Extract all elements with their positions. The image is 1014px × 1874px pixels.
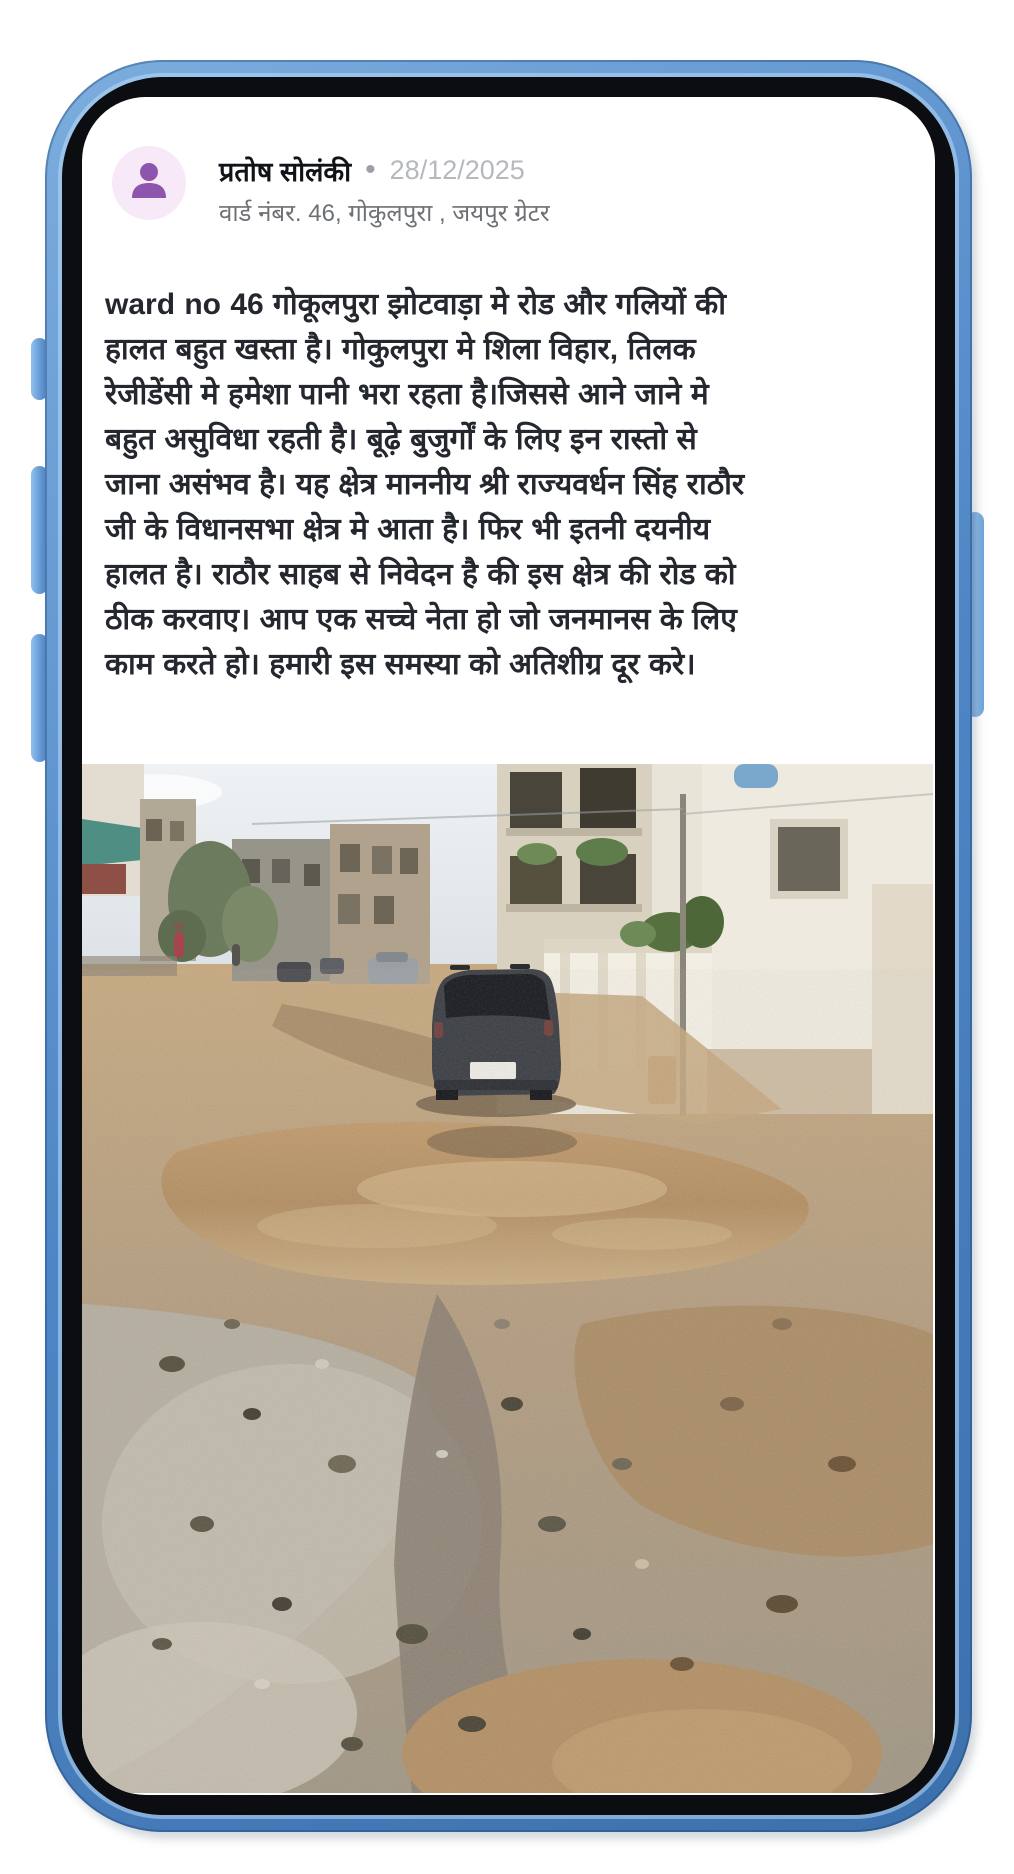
person-icon bbox=[126, 158, 172, 209]
author-name: प्रतोष सोलंकी bbox=[219, 156, 352, 187]
post-header bbox=[219, 150, 525, 190]
phone-mockup bbox=[45, 60, 972, 1832]
street-photo[interactable] bbox=[82, 764, 933, 1793]
post-location: वार्ड नंबर. 46, गोकुलपुरा , जयपुर ग्रेटर bbox=[219, 200, 550, 227]
avatar bbox=[112, 146, 186, 220]
phone-frame bbox=[62, 77, 955, 1815]
post-date: 28/12/2025 bbox=[389, 154, 525, 185]
separator-dot: • bbox=[365, 153, 376, 186]
phone-screen bbox=[82, 97, 935, 1795]
post-body-text: ward no 46 गोकूलपुरा झोटवाड़ा मे रोड और गलियों की हालत बहुत खस्ता है। गोकुलपुरा मे शिला विहार, तिलक रेजीडेंसी मे हमेशा पानी भरा रहता है।जिससे आने जाने मे बहुत असुविधा रहती है। बूढ़े बुजुर्गों के लिए इन रास्तो से जाना असंभव है। यह क्षेत्र माननीय श्री राज्यवर्धन सिंह राठौर जी के विधानसभा क्षेत्र मे आता है। फिर भी इतनी दयनीय हालत है। राठौर साहब से निवेदन है की इस क्षेत्र की रोड को ठीक करवाए। आप एक सच्चे नेता हो जो जनमानस के लिए काम करते हो। हमारी इस समस्या को अतिशीग्र दूर करे। bbox=[105, 288, 745, 681]
